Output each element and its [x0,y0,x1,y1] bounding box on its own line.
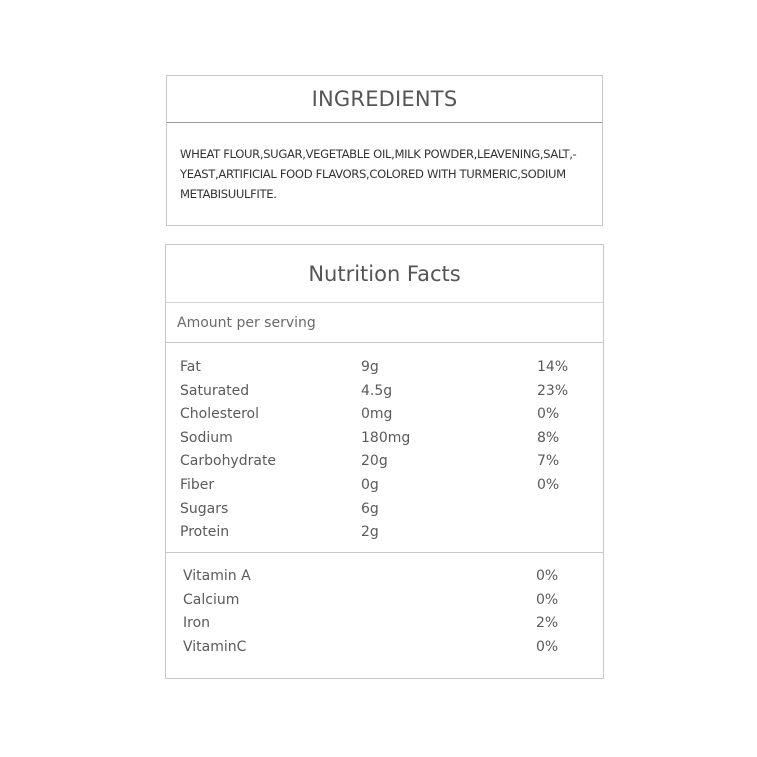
ingredients-panel [166,75,603,226]
vitamins-table [166,553,603,659]
nutrient-row-sugars [166,498,603,522]
nutrient-name: Fat [180,359,201,375]
nutrient-daily-value: 23% [537,382,569,399]
ingredients-title: INGREDIENTS [167,76,602,123]
vitamin-name: Vitamin A [183,568,251,584]
vitamin-daily-value: 2% [536,615,559,632]
vitamin-name: Iron [183,615,211,632]
vitamin-row-calcium [166,589,603,613]
vitamin-name: Calcium [183,591,240,608]
nutrition-facts-panel [165,244,604,679]
nutrients-table [166,343,603,553]
nutrient-amount: 0mg [361,406,393,423]
vitamin-row-iron [166,612,603,636]
nutrient-row-protein [166,521,603,545]
nutrient-amount: 6g [361,500,379,517]
nutrient-name: Sugars [180,500,229,517]
nutrient-name: Carbohydrate [180,453,277,470]
vitamin-name: VitaminC [183,638,247,655]
ingredients-text: WHEAT FLOUR,SUGAR,VEGETABLE OIL,MILK POWDER,LEAVENING,SALT,-YEAST,ARTIFICIAL FOOD FLAVORS,COLORED WITH TURMERIC,SODIUM METABISUULFITE. [180,147,577,201]
nutrient-daily-value: 14% [537,359,569,375]
nutrient-name: Fiber [180,476,215,493]
nutrient-daily-value: 0% [537,476,560,493]
nutrient-daily-value: 7% [537,453,560,470]
nutrient-amount: 9g [361,359,379,375]
vitamin-row-vitamin-c [166,636,603,660]
nutrient-name: Protein [180,524,230,541]
nutrient-row-sodium [166,427,603,451]
nutrient-amount: 2g [361,524,379,541]
nutrient-amount: 20g [361,453,388,470]
nutrient-amount: 0g [361,476,379,493]
vitamin-daily-value: 0% [536,638,559,655]
nutrient-name: Cholesterol [180,406,260,423]
nutrient-row-fiber [166,474,603,498]
nutrient-row-cholesterol [166,403,603,427]
nutrition-title: Nutrition Facts [166,245,603,303]
nutrient-name: Sodium [180,429,233,446]
nutrient-row-fat [166,356,603,380]
nutrient-daily-value: 0% [537,406,560,423]
nutrient-daily-value: 8% [537,429,560,446]
nutrient-amount: 4.5g [361,382,393,399]
nutrient-name: Saturated [180,382,250,399]
amount-per-serving-label: Amount per serving [166,303,603,343]
vitamin-daily-value: 0% [536,591,559,608]
nutrient-row-carbohydrate [166,450,603,474]
vitamin-row-vitamin-a [166,565,603,589]
nutrient-amount: 180mg [361,429,411,446]
vitamin-daily-value: 0% [536,568,559,584]
nutrient-row-saturated [166,380,603,404]
